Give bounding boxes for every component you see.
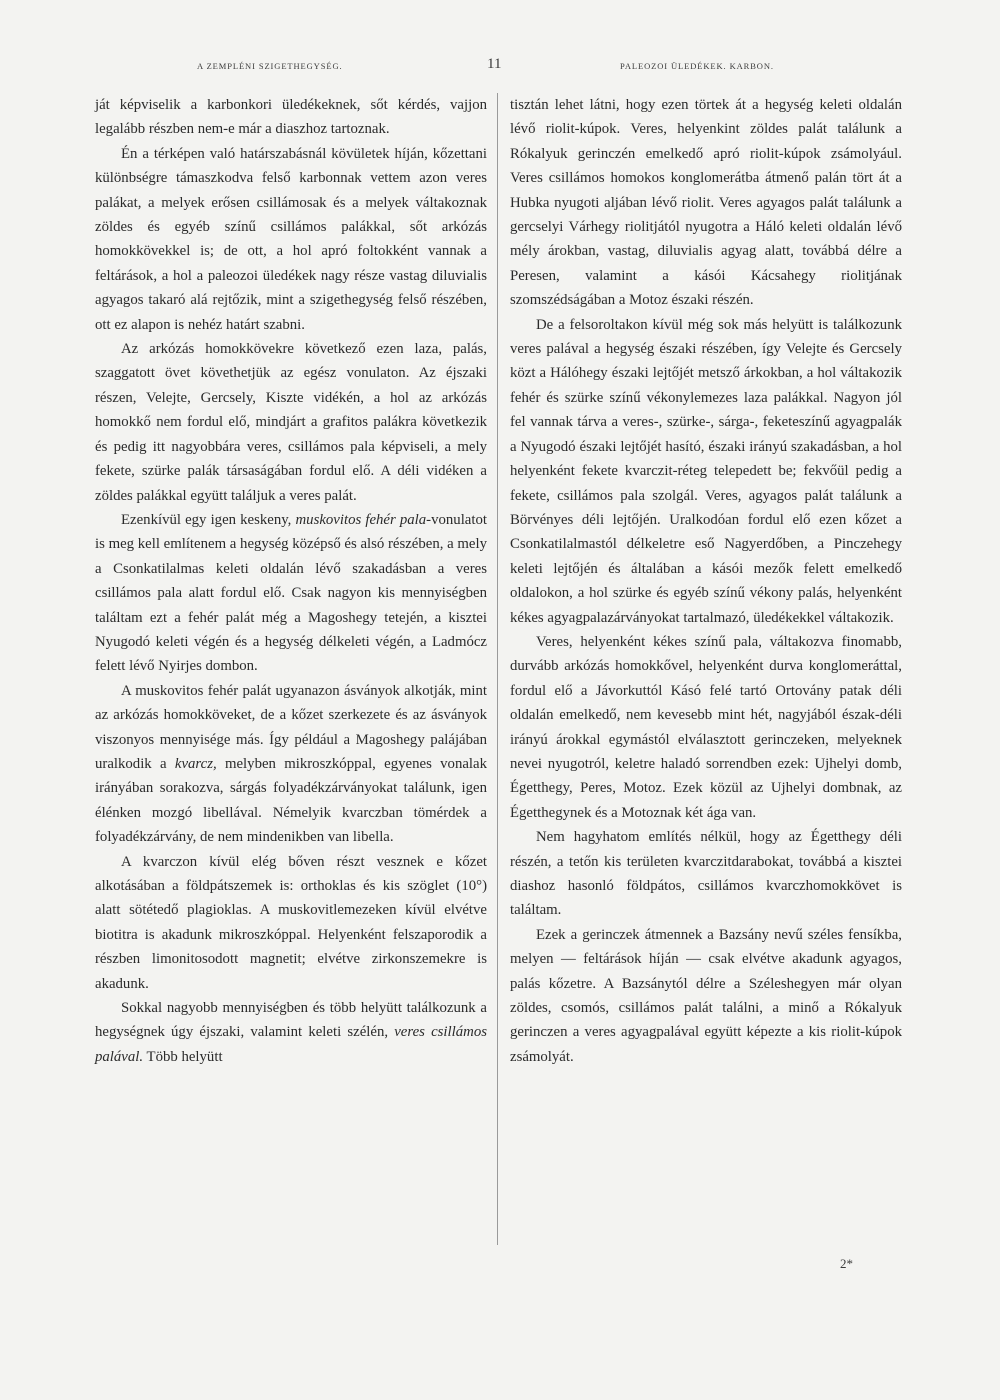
italic-term: veres csillámos palával. [95, 1024, 487, 1065]
paragraph [95, 996, 487, 1069]
text-run: melyben mikroszkóppal, egyenes vonalak irányában sorakozva, sárgás folyadékzárványokat találunk, igen élénken mozgó libellával. Némelyik kvarczban tömérdek a folyadékzárvány, de nem mindenikben van libella. [95, 755, 487, 846]
text-run: Ezenkívül egy igen keskeny, [121, 511, 296, 528]
paragraph: Nem hagyhatom említés nélkül, hogy az Égetthegy déli részén, a tetőn kis területen kvarczitdarabokat, továbbá a kisztei diashoz hasonló földpátos, csillámos kvarczhomokkövet is találtam. [510, 829, 902, 919]
paragraph: Veres, helyenként kékes színű pala, váltakozva finomabb, durvább arkózás homokkővel, helyenként durva konglomeráttal, fordul elő a Jávorkuttól Kásó felé tartó Ortovány patak déli oldalán emelkedő, nem kevesebb mint hét, nagyjából észak-déli irányú árokkal egymástól elválasztott gerinczeken, melyeknek nevei nyugotról, keletre haladó sorrendben ezek: Ujhelyi domb, Égetthegy, Peres, Motoz. Ezek közül az Ujhelyi dombnak, az Égetthegynek és a Motoznak két ága van. [510, 633, 902, 821]
text-run: Több helyütt [143, 1048, 223, 1065]
paragraph: De a felsoroltakon kívül még sok más helyütt is találkozunk veres palával a hegység északi részében, így Velejte és Gercsely közt a Hálóhegy északi lejtőjét metsző árkokban, a hol váltakozik fehér és szürke színű vékonylemezes laza palákkal. Nagyon jól fel vannak tárva a veres-, szürke-, sárga-, feketeszínű agyagpalák a Nyugodó északi lejtőjét hasító, északi irányú szakadásban, a hol helyenként fekete kvarczit-réteg telepedett be; fekvőül pedig a fekete, csillámos pala szolgál. Veres, agyagos palát találunk a Börvényes déli lejtőjén. Uralkodóan fordul elő ezen kőzet a Csonkatilalmastól délkeletre eső Nagyerdőben, a Pinczehegy keleti lejtőjén és általában a kásói mezők felett emelkedő oldalokon, a hol szürke és egyéb színű vékony palás, helyenként kékes agyagpalazárványokat tartalmazó, üledékekkel váltakozik. [510, 316, 902, 626]
italic-term: kvarcz, [174, 755, 217, 772]
paragraph: Ezek a gerinczek átmennek a Bazsány nevű széles fensíkba, melyen — feltárások híján — csak elvétve akadunk agyagos, palás kőzetre. A Bazsánytól délre a Széleshegyen már olyan zöldes, csomós, csillámos palát találni, a minő a Rókalyuk gerinczen a veres agyagpalával együtt képezte a kis riolit-kúpok zsámolyát. [510, 926, 902, 1065]
right-column [510, 93, 902, 1069]
italic-term: muskovitos fehér pala [295, 511, 427, 528]
running-head-right: PALEOZOI ÜLEDÉKEK. KARBON. [620, 61, 774, 71]
paragraph [95, 679, 487, 850]
page-number: 11 [487, 56, 502, 72]
column-divider [497, 93, 498, 1245]
paragraph [95, 508, 487, 679]
signature-mark: 2* [840, 1256, 853, 1271]
paragraph: Az arkózás homokkövekre következő ezen laza, palás, szaggatott övet követhetjük az egész vonulaton. Az éjszaki részen, Velejte, Gercsely, Kiszte vidékén, a hol az arkózás homokkő nem fordul elő, mindjárt a grafitos palákra következik és pedig itt nagyobbára veres, csillámos pala képviseli, a mely fekete, szürke palák társaságában fordul elő. A déli vidéken a zöldes palákkal együtt találjuk a veres palát. [95, 341, 487, 504]
left-column [95, 93, 487, 1069]
text-run: -vonulatot is meg kell említenem a hegység középső és alsó részében, a mely a Csonkatilalmas keleti oldalán lévő szakadásban a veres csillámos pala alatt fordul elő. Csak nagyon kis mennyiségben találtam ezt a fehér palát még a Magoshegy tetején, a kisztei Nyugodó keleti végén és a hegység délkeleti végén, a Ladmócz felett lévő Nyirjes dombon. [95, 511, 487, 675]
text-run: Sokkal nagyobb mennyiségben és több helyütt találkozunk a hegységnek úgy éjszaki, valamint keleti szélén, [95, 1000, 487, 1041]
paragraph: Én a térképen való határszabásnál kövületek híján, kőzettani különbségre támaszkodva felső karbonnak vettem azon veres palákat, a melyek erősen csillámosak és a melyek váltakoznak zöldes és egyéb színű csillámos palákkal, sőt arkózás homokkövekkel is; de ott, a hol apró foltokként vannak a feltárások, a hol a paleozoi üledékek nagy része vastag diluvialis agyagos takaró alá rejtőzik, mint a szigethegység felső részében, ott ez alapon is nehéz határt szabni. [95, 145, 487, 333]
paragraph: A kvarczon kívül elég bőven részt vesznek e kőzet alkotásában a földpátszemek is: orthoklas és kis szöglet (10°) alatt sötétedő plagioklas. A muskovitlemezeken kívül elvétve biotitra is akadunk mikroszkóppal. Helyenként felszaporodik a részben limonitosodott magnetit; elvétve zirkonszemekre is akadunk. [95, 853, 487, 992]
text-run: A muskovitos fehér palát ugyanazon ásványok alkotják, mint az arkózás homokköveket, de a kőzet szerkezete és az ásványok viszonyos mennyisége más. Így például a Magoshegy palájában uralkodik a [95, 682, 487, 772]
paragraph: tisztán lehet látni, hogy ezen törtek át a hegység keleti oldalán lévő riolit-kúpok. Veres, helyenkint zöldes palát találunk a Rókalyuk gerinczén emelkedő apró riolit-kúpok zsámolyául. Veres csillámos homokos konglomerátba átmenő palán tört át a Hubka nyugoti aljában lévő riolit. Veres agyagos palát találunk a gercselyi Várhegy riolitjától nyugotra a Háló keleti oldalán lévő mély árokban, vastag, diluvialis agyag alatt, továbbá délre a Peresen, valamint a kásói Kácsahegy riolitjának szomszédságában a Motoz északi részén. [510, 97, 902, 309]
running-head-left: A ZEMPLÉNI SZIGETHEGYSÉG. [197, 61, 343, 71]
paragraph: ját képviselik a karbonkori üledékeknek, sőt kérdés, vajjon legalább részben nem-e már a diaszhoz tartoznak. [95, 97, 487, 138]
